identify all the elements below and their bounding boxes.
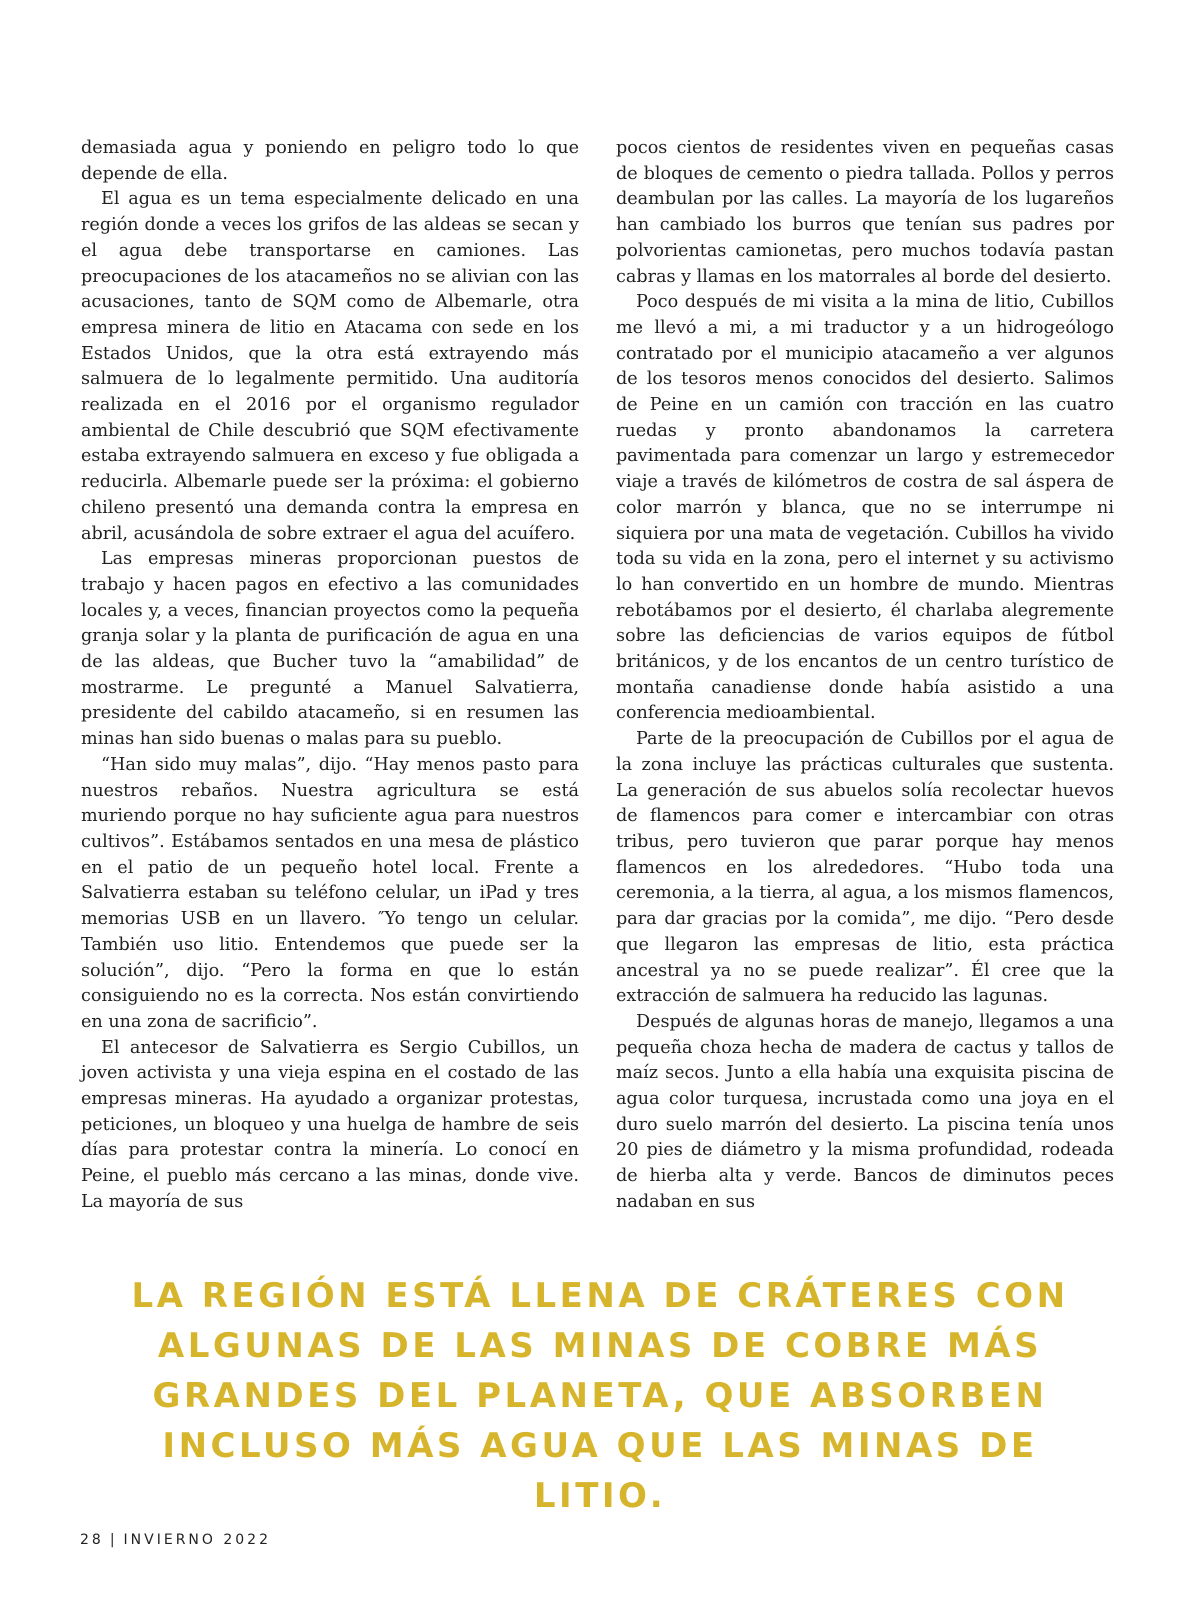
article-column-right xyxy=(616,136,1114,1216)
paragraph: El antecesor de Salvatierra es Sergio Cubillos, un joven activista y una vieja espina en el costado de las empresas mineras. Ha ayudado a organizar protestas, peticiones, un bloqueo y una huelga de hambre de seis días para protestar contra la minería. Lo conocí en Peine, el pueblo más cercano a las minas, donde vive. La mayoría de sus xyxy=(81,1037,579,1212)
paragraph: “Han sido muy malas”, dijo. “Hay menos pasto para nuestros rebaños. Nuestra agricultura se está muriendo porque no hay suficiente agua para nuestros cultivos”. Estábamos sentados en una mesa de plástico en el patio de un pequeño hotel local. Frente a Salvatierra estaban su teléfono celular, un iPad y tres memorias USB en un llavero. ″Yo tengo un celular. También uso litio. Entendemos que puede ser la solución”, dijo. “Pero la forma en que lo están consiguiendo no es la correcta. Nos están convirtiendo en una zona de sacrificio”. xyxy=(81,754,579,1032)
pull-quote: LA REGIÓN ESTÁ LLENA DE CRÁTERES CON ALGUNAS DE LAS MINAS DE COBRE MÁS GRANDES DEL PLANETA, QUE ABSORBEN INCLUSO MÁS AGUA QUE LAS MINAS DE LITIO. xyxy=(131,1276,1069,1516)
paragraph: Las empresas mineras proporcionan puestos de trabajo y hacen pagos en efectivo a las comunidades locales y, a veces, financian proyectos como la pequeña granja solar y la planta de purificación de agua en una de las aldeas, que Bucher tuvo la “amabilidad” de mostrarme. Le pregunté a Manuel Salvatierra, presidente del cabildo atacameño, si en resumen las minas han sido buenas o malas para su pueblo. xyxy=(81,549,579,750)
article-column-left xyxy=(81,136,579,1216)
page-number: 28 xyxy=(80,1532,104,1548)
paragraph: pocos cientos de residentes viven en pequeñas casas de bloques de cemento o piedra tallada. Pollos y perros deambulan por las calles. La mayoría de los lugareños han cambiado los burros que tenían sus padres por polvorientas camionetas, pero muchos todavía pastan cabras y llamas en los matorrales al borde del desierto. xyxy=(616,138,1114,287)
paragraph: El agua es un tema especialmente delicado en una región donde a veces los grifos de las aldeas se secan y el agua debe transportarse en camiones. Las preocupaciones de los atacameños no se alivian con las acusaciones, tanto de SQM como de Albemarle, otra empresa minera de litio en Atacama con sede en los Estados Unidos, que la otra está extrayendo más salmuera de lo legalmente permitido. Una auditoría realizada en el 2016 por el organismo regulador ambiental de Chile descubrió que SQM efectivamente estaba extrayendo salmuera en exceso y fue obligada a reducirla. Albemarle puede ser la próxima: el gobierno chileno presentó una demanda contra la empresa en abril, acusándola de sobre extraer el agua del acuífero. xyxy=(81,189,579,544)
paragraph: demasiada agua y poniendo en peligro todo lo que depende de ella. xyxy=(81,138,579,184)
paragraph: Parte de la preocupación de Cubillos por el agua de la zona incluye las prácticas culturales que sustenta. La generación de sus abuelos solía recolectar huevos de flamencos para comer e intercambiar con otras tribus, pero tuvieron que parar porque hay menos flamencos en los alrededores. “Hubo toda una ceremonia, a la tierra, al agua, a los mismos flamencos, para dar gracias por la comida”, me dijo. “Pero desde que llegaron las empresas de litio, esta práctica ancestral ya no se puede realizar”. Él cree que la extracción de salmuera ha reducido las lagunas. xyxy=(616,729,1114,1007)
footer-separator: | xyxy=(109,1532,118,1548)
issue-label: INVIERNO 2022 xyxy=(123,1532,271,1548)
paragraph: Poco después de mi visita a la mina de litio, Cubillos me llevó a mi, a mi traductor y a un hidrogeólogo contratado por el municipio atacameño a ver algunos de los tesoros menos conocidos del desierto. Salimos de Peine en un camión con tracción en las cuatro ruedas y pronto abandonamos la carretera pavimentada para comenzar un largo y estremecedor viaje a través de kilómetros de costra de sal áspera de color marrón y blanca, que no se interrumpe ni siquiera por una mata de vegetación. Cubillos ha vivido toda su vida en la zona, pero el internet y su activismo lo han convertido en un hombre de mundo. Mientras rebotábamos por el desierto, él charlaba alegremente sobre las deficiencias de varios equipos de fútbol británicos, y de los encantos de un centro turístico de montaña canadiense donde había asistido a una conferencia medioambiental. xyxy=(616,292,1114,724)
page-footer xyxy=(80,1532,271,1548)
paragraph: Después de algunas horas de manejo, llegamos a una pequeña choza hecha de madera de cactus y tallos de maíz secos. Junto a ella había una exquisita piscina de agua color turquesa, incrustada como una joya en el duro suelo marrón del desierto. La piscina tenía unos 20 pies de diámetro y la misma profundidad, rodeada de hierba alta y verde. Bancos de diminutos peces nadaban en sus xyxy=(616,1011,1114,1212)
